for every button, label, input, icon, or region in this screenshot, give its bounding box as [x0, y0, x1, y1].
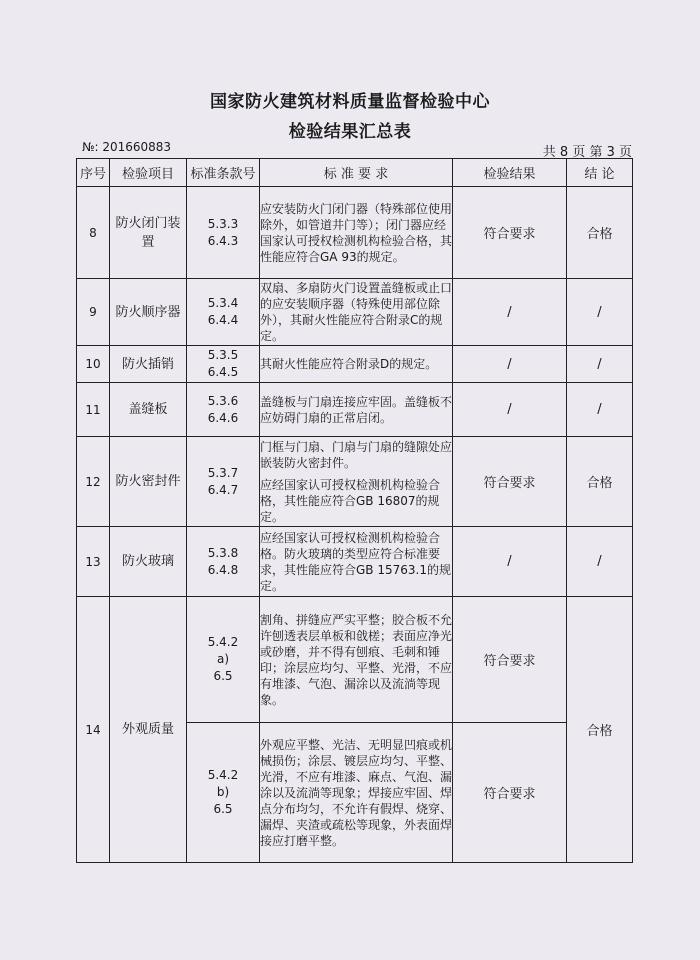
table-header-row — [77, 159, 633, 187]
row-conclusion: / — [567, 346, 633, 383]
row-result: 符合要求 — [453, 597, 567, 723]
row-item: 防火玻璃 — [110, 527, 187, 597]
table-row — [77, 597, 633, 723]
org-title: 国家防火建筑材料质量监督检验中心 — [210, 92, 490, 112]
row-result: / — [453, 279, 567, 346]
row-no: 10 — [77, 346, 110, 383]
row-conclusion: / — [567, 383, 633, 437]
results-table — [76, 158, 633, 863]
row-no: 9 — [77, 279, 110, 346]
col-header-no: 序号 — [77, 159, 110, 187]
row-clause: 5.3.5 6.4.5 — [187, 346, 260, 383]
col-header-conclusion: 结 论 — [567, 159, 633, 187]
row-item: 外观质量 — [110, 597, 187, 863]
row-no: 8 — [77, 187, 110, 279]
page-info: 共 8 页 第 3 页 — [542, 145, 632, 160]
row-requirement: 其耐火性能应符合附录D的规定。 — [260, 346, 453, 383]
row-result: 符合要求 — [453, 437, 567, 527]
table-row — [77, 346, 633, 383]
row-conclusion: / — [567, 279, 633, 346]
col-header-requirement: 标 准 要 求 — [260, 159, 453, 187]
table-row — [77, 187, 633, 279]
row-result: / — [453, 527, 567, 597]
row-requirement: 应安装防火门闭门器（特殊部位使用除外，如管道井门等）；闭门器应经国家认可授权检测机构检验合格，其性能应符合GA 93的规定。 — [260, 187, 453, 279]
row-item: 防火插销 — [110, 346, 187, 383]
row-requirement: 外观应平整、光洁、无明显凹痕或机械损伤；涂层、镀层应均匀、平整、光滑，不应有堆漆、麻点、气泡、漏涂以及流淌等现象；焊接应牢固、焊点分布均匀，不允许有假焊、烧穿、漏焊、夹渣或疏松等现象，外表面焊接应打磨平整。 — [260, 723, 453, 863]
row-clause: 5.3.8 6.4.8 — [187, 527, 260, 597]
row-conclusion: 合格 — [567, 187, 633, 279]
row-result: / — [453, 383, 567, 437]
row-conclusion: 合格 — [567, 597, 633, 863]
row-clause: 5.3.3 6.4.3 — [187, 187, 260, 279]
document-number: №: 201660883 — [82, 140, 172, 154]
col-header-item: 检验项目 — [110, 159, 187, 187]
col-header-clause: 标准条款号 — [187, 159, 260, 187]
row-conclusion: 合格 — [567, 437, 633, 527]
row-clause: 5.4.2 b) 6.5 — [187, 723, 260, 863]
row-item: 盖缝板 — [110, 383, 187, 437]
row-requirement — [260, 437, 453, 527]
table-row — [77, 437, 633, 527]
row-requirement: 应经国家认可授权检测机构检验合格。防火玻璃的类型应符合标准要求，其性能应符合GB 15763.1的规定。 — [260, 527, 453, 597]
row-requirement: 双扇、多扇防火门设置盖缝板或止口的应安装顺序器（特殊使用部位除外），其耐火性能应符合附录C的规定。 — [260, 279, 453, 346]
col-header-result: 检验结果 — [453, 159, 567, 187]
table-row — [77, 527, 633, 597]
table-title: 检验结果汇总表 — [288, 122, 412, 142]
row-item: 防火顺序器 — [110, 279, 187, 346]
row-result: 符合要求 — [453, 187, 567, 279]
row-result: / — [453, 346, 567, 383]
row-clause: 5.3.4 6.4.4 — [187, 279, 260, 346]
table-row — [77, 383, 633, 437]
row-clause: 5.4.2 a) 6.5 — [187, 597, 260, 723]
requirement-paragraph: 门框与门扇、门扇与门扇的缝隙处应嵌装防火密封件。 — [260, 439, 453, 470]
row-conclusion: / — [567, 527, 633, 597]
row-no: 14 — [77, 597, 110, 863]
row-no: 13 — [77, 527, 110, 597]
row-item: 防火闭门装置 — [110, 187, 187, 279]
table-row — [77, 279, 633, 346]
row-no: 11 — [77, 383, 110, 437]
row-clause: 5.3.6 6.4.6 — [187, 383, 260, 437]
row-result: 符合要求 — [453, 723, 567, 863]
row-clause: 5.3.7 6.4.7 — [187, 437, 260, 527]
requirement-paragraph: 应经国家认可授权检测机构检验合格，其性能应符合GB 16807的规定。 — [260, 477, 441, 524]
row-requirement: 割角、拼缝应严实平整；胶合板不允许刨透表层单板和戗槎；表面应净光或砂磨，并不得有刨痕、毛刺和锤印；涂层应均匀、平整、光滑，不应有堆漆、气泡、漏涂以及流淌等现象。 — [260, 597, 453, 723]
row-requirement: 盖缝板与门扇连接应牢固。盖缝板不应妨碍门扇的正常启闭。 — [260, 383, 453, 437]
row-item: 防火密封件 — [110, 437, 187, 527]
row-no: 12 — [77, 437, 110, 527]
